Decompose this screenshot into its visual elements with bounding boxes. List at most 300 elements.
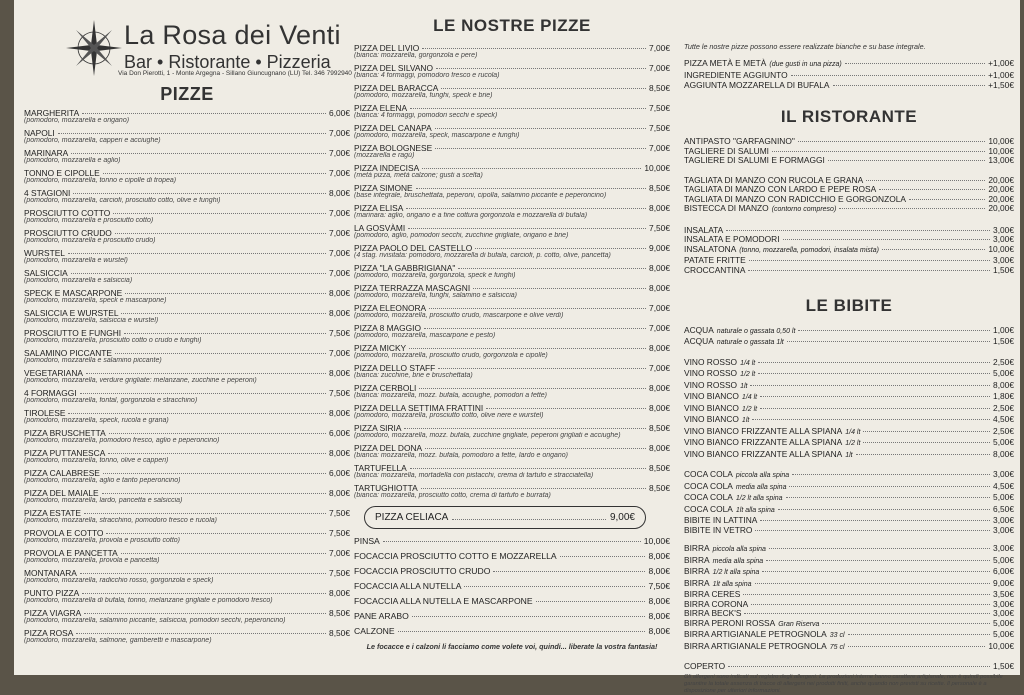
item-name: BIRRA ARTIGIANALE PETROGNOLA (684, 629, 827, 639)
item-name: PIZZA DEL SILVANO (354, 63, 433, 73)
bibita-item (684, 567, 1014, 577)
extra-item (354, 597, 670, 605)
item-name: 4 STAGIONI (24, 188, 71, 198)
bibita-item (684, 427, 1014, 437)
item-name: PIZZA 8 MAGGIO (354, 323, 422, 333)
column-right (684, 0, 1014, 695)
item-description: (pomodoro, mozzarella e salsiccia) (24, 277, 133, 284)
brand-tagline: Bar • Ristorante • Pizzeria (124, 52, 331, 72)
item-price: 3,00€ (993, 515, 1014, 525)
item-description: (bianca: zucchine, brie e bruschettata) (354, 372, 473, 379)
ristorante-item (684, 226, 1014, 234)
item-name: TIROLESE (24, 408, 66, 418)
item-price: 8,00€ (329, 588, 350, 598)
ristorante-item (684, 185, 1014, 193)
item-name: ANTIPASTO "GARFAGNINO" (684, 136, 795, 146)
item-name: PIZZA TERRAZZA MASCAGNI (354, 283, 471, 293)
nostra-pizza-item (354, 184, 670, 200)
item-name: PIZZA DELLA SETTIMA FRATTINI (354, 403, 484, 413)
item-note: media alla spina (712, 557, 764, 565)
pizza-item (24, 549, 350, 565)
item-description: (pomodoro, mozzarella, salamino piccante, salsiccia, pomodori secchi, peperoncino) (24, 617, 286, 624)
item-name: PIZZA METÀ E METÀ (684, 58, 767, 68)
item-note: 75 cl (829, 643, 845, 651)
item-note: 1/4 lt (741, 394, 758, 401)
nostra-pizza-item (354, 164, 670, 180)
item-price: 7,00€ (649, 43, 670, 53)
item-price: 10,00€ (988, 145, 1014, 156)
footer-note: Le focacce e i calzoni li facciamo come volete voi, quindi... liberate la vostra fantasia! (366, 642, 658, 651)
item-price: 7,50€ (329, 528, 350, 538)
item-note: 1lt alla spina (735, 506, 775, 514)
item-price: 9,00€ (993, 577, 1014, 588)
item-name: PIZZA MICKY (354, 343, 407, 353)
item-price: +1,00€ (988, 70, 1014, 80)
item-name: INGREDIENTE AGGIUNTO (684, 70, 788, 80)
item-price: 7,50€ (649, 103, 670, 113)
item-price: 5,00€ (993, 629, 1014, 639)
item-name: INSALATONA (684, 243, 737, 254)
pizza-item (24, 169, 350, 185)
item-description: (pomodoro, mozzarella, salsiccia e wurstel) (24, 317, 159, 324)
item-price: 8,50€ (649, 483, 670, 493)
item-name: PIZZA CERBOLI (354, 383, 417, 393)
item-name: BIRRA PERONI ROSSA (684, 617, 776, 628)
item-note: 1lt (845, 451, 853, 459)
item-description: (pomodoro, mozzarella, aglio e tanto peperoncino) (24, 477, 181, 484)
item-name: 4 FORMAGGI (24, 388, 77, 398)
section-title-bibite: LE BIBITE (805, 295, 893, 315)
item-name: VINO BIANCO FRIZZANTE ALLA SPIANA (684, 448, 843, 459)
pizza-item (24, 149, 350, 165)
pizza-item (24, 269, 350, 285)
item-description: (pomodoro, mozzarella, prosciutto cotto, olive nere e wurstel) (354, 412, 544, 419)
bibita-item (684, 337, 1014, 347)
item-note: (due gusti in una pizza) (769, 61, 842, 68)
item-note: Gran Riserva (778, 620, 820, 628)
nostra-pizza-item (354, 304, 670, 320)
pizza-item (24, 249, 350, 265)
item-description: (pomodoro, mozzarella, speck, rucola e grana) (24, 417, 169, 424)
item-name: BIBITE IN LATTINA (684, 515, 758, 525)
item-price: 8,00€ (649, 343, 670, 353)
item-description: (pomodoro, mozzarella di bufala, tonno, melanzane grigliate e pomodoro fresco) (24, 597, 273, 604)
item-name: MONTANARA (24, 568, 77, 578)
item-note: piccola alla spina (735, 472, 790, 479)
item-description: (pomodoro, mozzarella e aglio) (24, 157, 121, 164)
item-name: VINO ROSSO (684, 368, 738, 378)
pizza-item (24, 309, 350, 325)
item-price: 7,00€ (649, 63, 670, 73)
nostra-pizza-item (354, 84, 670, 100)
item-note: 1/2 lt (845, 440, 861, 447)
extra-item (354, 627, 670, 635)
extra-item (354, 612, 670, 620)
item-name: TARTUGHIOTTA (354, 483, 418, 493)
item-name: PIZZA ELISA (354, 203, 404, 213)
bibita-item (684, 415, 1014, 425)
item-name: TAGLIATA DI MANZO CON RADICCHIO E GORGONZOLA (684, 193, 906, 204)
item-price: 7,00€ (649, 143, 670, 153)
item-name: TAGLIERE DI SALUMI E FORMAGGI (684, 155, 825, 165)
nostra-pizza-item (354, 364, 670, 380)
pizza-item (24, 369, 350, 385)
pizza-item (24, 449, 350, 465)
item-name: VINO ROSSO (684, 379, 738, 390)
item-price: 1,50€ (993, 336, 1014, 346)
item-name: PIZZA INDECISA (354, 163, 420, 173)
item-name: INSALATA E POMODORI (684, 234, 780, 244)
item-price: 7,00€ (649, 303, 670, 313)
address: Via Don Pierotti, 1 - Monte Argegna - Sillano Giuncugnano (LU) Tel. 346 7992940 (118, 70, 352, 77)
item-name: BIRRA BECK'S (684, 608, 742, 618)
item-price: 8,00€ (649, 383, 670, 393)
item-price: 4,50€ (993, 480, 1014, 491)
nostra-pizza-item (354, 44, 670, 60)
nostra-pizza-item (354, 264, 670, 280)
item-name: SALSICCIA (24, 268, 68, 278)
nostra-pizza-item (354, 104, 670, 120)
item-name: TAGLIATA DI MANZO CON LARDO E PEPE ROSA (684, 184, 877, 194)
item-price: 8,00€ (648, 611, 670, 621)
ristorante-item (684, 256, 1014, 264)
item-name: NAPOLI (24, 128, 55, 138)
pizza-item (24, 329, 350, 345)
coperto-name: COPERTO (684, 660, 726, 671)
celiaca-name: PIZZA CELIACA (375, 512, 449, 523)
item-price: 7,50€ (329, 328, 350, 338)
item-price: 8,00€ (649, 203, 670, 213)
item-name: VINO BIANCO FRIZZANTE ALLA SPIANA (684, 437, 843, 447)
pizza-item (24, 529, 350, 545)
item-description: (pomodoro, mozzarella, prosciutto crudo, gorgonzola e cipolle) (354, 352, 548, 359)
item-price: 3,50€ (993, 589, 1014, 599)
pizza-item (24, 129, 350, 145)
bibita-item (684, 392, 1014, 402)
item-price: 5,00€ (993, 554, 1014, 565)
compass-rose-icon (64, 18, 124, 78)
bibita-item (684, 579, 1014, 589)
item-note: 1lt (741, 417, 750, 424)
item-name: PIZZA DEL DONA (354, 443, 423, 453)
item-price: 7,00€ (649, 323, 670, 333)
item-name: FOCACCIA ALLA NUTELLA (354, 581, 462, 591)
item-description: (bianca: 4 formaggi, pomodori secchi e speck) (354, 112, 498, 119)
item-price: 8,00€ (648, 566, 670, 576)
item-price: 8,00€ (329, 288, 350, 298)
item-name: BISTECCA DI MANZO (684, 203, 769, 213)
item-description: (pomodoro, mozzarella e prosciutto cotto) (24, 217, 154, 224)
bibita-item (684, 590, 1014, 598)
item-description: (pomodoro, mozzarella e prosciutto crudo) (24, 237, 156, 244)
nostra-pizza-item (354, 224, 670, 240)
item-name: BIRRA (684, 566, 710, 576)
item-price: 3,00€ (993, 234, 1014, 244)
item-name: FOCACCIA PROSCIUTTO CRUDO (354, 566, 491, 576)
item-name: BIRRA CERES (684, 589, 741, 599)
item-price: 10,00€ (988, 243, 1014, 254)
item-price: 3,00€ (993, 543, 1014, 553)
item-note: 1/4 lt (740, 359, 756, 367)
bibita-item (684, 609, 1014, 617)
item-price: 7,50€ (329, 508, 350, 518)
pizza-item (24, 289, 350, 305)
item-name: VINO BIANCO (684, 414, 739, 424)
item-note: naturale o gassata 0,50 lt (716, 327, 796, 335)
item-description: (pomodoro, mozzarella e salamino piccante) (24, 357, 162, 364)
item-name: BIRRA CORONA (684, 598, 749, 609)
item-name: PROSCIUTTO E FUNGHI (24, 328, 122, 338)
nostra-pizza-item (354, 244, 670, 260)
item-name: CALZONE (354, 626, 395, 636)
item-price: 3,00€ (993, 524, 1014, 535)
item-price: 8,50€ (649, 463, 670, 473)
item-price: 8,00€ (649, 263, 670, 273)
item-price: 6,00€ (993, 566, 1014, 576)
item-description: (marinara: aglio, origano e a fine cottura gorgonzola e mozzarella di bufala) (354, 212, 588, 219)
nostra-pizza-item (354, 344, 670, 360)
bibita-item (684, 369, 1014, 379)
item-price: 2,50€ (993, 356, 1014, 367)
item-name: TARTUFELLA (354, 463, 407, 473)
item-description: (pomodoro, mozzarella, stracchino, pomodoro fresco e rucola) (24, 517, 217, 524)
item-price: 8,50€ (649, 83, 670, 93)
item-price: 8,00€ (649, 283, 670, 293)
item-name: PIZZA DEL CANAPA (354, 123, 432, 133)
extra-item (354, 552, 670, 560)
nostra-pizza-item (354, 124, 670, 140)
item-price: 8,50€ (649, 183, 670, 193)
nostra-pizza-item (354, 144, 670, 160)
pizza-item (24, 569, 350, 585)
item-note: 1/2 lt (740, 371, 756, 378)
item-name: TONNO E CIPOLLE (24, 168, 100, 178)
item-name: INSALATA (684, 224, 724, 235)
item-name: AGGIUNTA MOZZARELLA DI BUFALA (684, 80, 830, 90)
bibita-item (684, 438, 1014, 448)
item-name: PROSCIUTTO COTTO (24, 208, 111, 218)
item-price: 3,00€ (993, 608, 1014, 618)
item-name: VINO BIANCO (684, 402, 739, 413)
item-price: 20,00€ (988, 174, 1014, 185)
item-price: 6,00€ (329, 468, 350, 478)
nostra-pizza-item (354, 404, 670, 420)
nostra-pizza-item (354, 284, 670, 300)
item-name: BIBITE IN VETRO (684, 524, 753, 535)
item-price: 10,00€ (988, 640, 1014, 651)
ristorante-item (684, 245, 1014, 255)
item-price: 7,00€ (329, 228, 350, 238)
item-description: (bianca: mozzarella, mozz. bufala, acciughe, pomodori a fette) (354, 392, 547, 399)
item-name: BIRRA (684, 543, 710, 553)
addons-list (684, 59, 1014, 89)
pizza-item (24, 109, 350, 125)
item-price: 7,50€ (649, 123, 670, 133)
bibita-item (684, 505, 1014, 515)
item-name: COCA COLA (684, 492, 733, 502)
item-price: 8,00€ (649, 443, 670, 453)
extra-list (354, 537, 670, 635)
item-description: (pomodoro, mozzarella, carciofi, prosciutto cotto, olive e funghi) (24, 197, 221, 204)
bibita-item (684, 619, 1014, 629)
section-title-nostre-pizze: LE NOSTRE PIZZE (433, 16, 591, 35)
pizza-item (24, 489, 350, 505)
item-name: PIZZA DEL MAIALE (24, 488, 99, 498)
celiaca-price: 9,00€ (609, 512, 635, 523)
item-price: 20,00€ (988, 203, 1014, 213)
item-price: 5,00€ (993, 617, 1014, 628)
pizza-item (24, 209, 350, 225)
pizza-item (24, 349, 350, 365)
logo-area (24, 0, 350, 80)
bibita-item (684, 482, 1014, 492)
bibita-item (684, 493, 1014, 503)
item-description: (pomodoro, mozzarella, radicchio rosso, gorgonzola e speck) (24, 577, 214, 584)
section-title-pizze: PIZZE (160, 84, 214, 104)
item-price: 8,00€ (993, 448, 1014, 459)
allergeni-note: Gli allergeni sono indicati sul registro degli allergeni. Le produzioni interne hanno carattere artigianale, non è quindi possibile garantire la totale assenza di tracce di allergeni nei prodotti finiti, anche quando non previsti su ricette. Il personale è a disposizione per ulteriori informazioni. (684, 673, 1003, 694)
item-price: 6,00€ (329, 428, 350, 438)
item-name: PIZZA DEL BARACCA (354, 83, 439, 93)
item-description: (pomodoro, mozzarella, salmone, gamberetti e mascarpone) (24, 637, 212, 644)
item-description: (pomodoro, mozzarella, funghi, speck e brie) (354, 92, 493, 99)
bibita-item (684, 544, 1014, 554)
bibite-list (684, 326, 1014, 652)
item-description: (4 stag. rivisitata: pomodoro, mozzarella di bufala, carciofi, p. cotto, olive, pancetta) (354, 252, 611, 259)
item-price: 7,00€ (329, 148, 350, 158)
coperto-price: 1,50€ (993, 660, 1014, 671)
nostra-pizza-item (354, 64, 670, 80)
item-price: +1,00€ (988, 58, 1014, 68)
coperto-row (684, 662, 1014, 670)
item-name: PIZZA ELEONORA (354, 303, 427, 313)
item-name: BIRRA ARTIGIANALE PETROGNOLA (684, 640, 827, 651)
intro-note: Tutte le nostre pizze possono essere realizzate bianche e su base integrale. (684, 42, 926, 51)
item-price: 8,00€ (648, 596, 670, 606)
item-price: 10,00€ (643, 536, 670, 546)
item-price: 8,00€ (648, 626, 670, 636)
item-description: (pomodoro, mozzarella, provola e pancetta) (24, 557, 160, 564)
item-name: PROVOLA E PANCETTA (24, 548, 118, 558)
column-nostre-pizze (354, 0, 670, 651)
item-note: piccola alla spina (712, 546, 766, 553)
bibita-item (684, 630, 1014, 640)
item-description: (pomodoro, mozzarella, speck, mascarpone e funghi) (354, 132, 520, 139)
item-name: VINO ROSSO (684, 356, 738, 367)
item-name: PIZZA SIMONE (354, 183, 413, 193)
celiaca-box (364, 506, 646, 529)
item-name: MARGHERITA (24, 108, 80, 118)
nostra-pizza-item (354, 384, 670, 400)
item-note: 1/2 lt (741, 405, 758, 413)
item-price: 7,50€ (329, 568, 350, 578)
pizza-item (24, 509, 350, 525)
item-name: TAGLIATA DI MANZO CON RUCOLA E GRANA (684, 174, 864, 185)
item-name: COCA COLA (684, 503, 733, 514)
bibita-item (684, 556, 1014, 566)
bibita-item (684, 526, 1014, 534)
pizze-list (24, 109, 350, 645)
item-price: 8,00€ (648, 551, 670, 561)
item-price: 1,00€ (993, 324, 1014, 335)
item-description: (pomodoro, mozzarella, gorgonzola, speck e funghi) (354, 272, 516, 279)
nostre-pizze-list (354, 44, 670, 500)
item-price: 8,00€ (993, 379, 1014, 390)
item-price: 2,50€ (993, 425, 1014, 436)
bibita-item (684, 516, 1014, 524)
item-description: (base integrale, bruschettata, peperoni, cipolla, salamino piccante e peperoncino) (354, 192, 607, 199)
item-description: (bianca: mozzarella, gorgonzola e pere) (354, 52, 478, 59)
item-price: +1,50€ (988, 80, 1014, 90)
item-price: 1,50€ (993, 264, 1014, 275)
item-name: VEGETARIANA (24, 368, 83, 378)
item-price: 6,00€ (329, 108, 350, 118)
item-name: SALAMINO PICCANTE (24, 348, 112, 358)
extra-item (354, 582, 670, 590)
item-description: (pomodoro, aglio, pomodori secchi, zucchine grigliate, origano e brie) (354, 232, 569, 239)
ristorante-item (684, 195, 1014, 203)
item-price: 7,00€ (329, 348, 350, 358)
item-price: 4,50€ (993, 414, 1014, 424)
ristorante-item (684, 137, 1014, 145)
item-description: (mozzarella e ragù) (354, 152, 415, 159)
item-price: 3,00€ (993, 255, 1014, 265)
item-note: media alla spina (735, 483, 787, 491)
ristorante-item (684, 156, 1014, 164)
item-description: (pomodoro, mozzarella, verdure grigliate: melanzane, zucchine e peperoni) (24, 377, 257, 384)
bibita-item (684, 381, 1014, 391)
pizza-item (24, 409, 350, 425)
bibita-item (684, 326, 1014, 336)
item-description: (pomodoro, mozzarella, prosciutto cotto o crudo e funghi) (24, 337, 202, 344)
item-price: 3,00€ (993, 598, 1014, 609)
extra-item (354, 567, 670, 575)
item-name: WURSTEL (24, 248, 65, 258)
item-name: PANE ARABO (354, 611, 409, 621)
item-name: TAGLIERE DI SALUMI (684, 145, 770, 156)
nostra-pizza-item (354, 204, 670, 220)
item-name: PIZZA ELENA (354, 103, 408, 113)
item-description: (pomodoro, mozzarella e origano) (24, 117, 130, 124)
item-description: (pomodoro, mozzarella, pomodoro fresco, aglio e peperoncino) (24, 437, 220, 444)
item-price: 8,50€ (329, 608, 350, 618)
section-title-ristorante: IL RISTORANTE (780, 107, 918, 126)
item-price: 7,00€ (329, 548, 350, 558)
addon-item (684, 59, 1014, 69)
item-name: PIZZA CALABRESE (24, 468, 100, 478)
bibita-item (684, 358, 1014, 368)
item-price: 8,00€ (329, 488, 350, 498)
item-note: naturale o gassata 1lt (716, 339, 784, 346)
item-price: 7,00€ (329, 268, 350, 278)
item-name: SALSICCIA E WURSTEL (24, 308, 119, 318)
item-note: 1/2 lt alla spina (735, 495, 783, 502)
item-price: 9,00€ (649, 243, 670, 253)
bibita-item (684, 642, 1014, 652)
item-name: PIZZA DELLO STAFF (354, 363, 436, 373)
item-name: PIZZA BOLOGNESE (354, 143, 433, 153)
item-price: 6,50€ (993, 503, 1014, 514)
ristorante-item (684, 204, 1014, 214)
item-name: PIZZA ROSA (24, 628, 74, 638)
item-price: 1,80€ (993, 391, 1014, 401)
item-description: (bianca: mozzarella, mozz. bufala, pomodoro a fette, lardo e origano) (354, 452, 569, 459)
item-name: COCA COLA (684, 469, 733, 479)
item-description: (bianca: mozzarella, prosciutto cotto, crema di tartufo e burrata) (354, 492, 551, 499)
item-name: PUNTO PIZZA (24, 588, 80, 598)
item-description: (pomodoro, mozzarella, speck e mascarpone) (24, 297, 167, 304)
item-price: 5,00€ (993, 437, 1014, 447)
